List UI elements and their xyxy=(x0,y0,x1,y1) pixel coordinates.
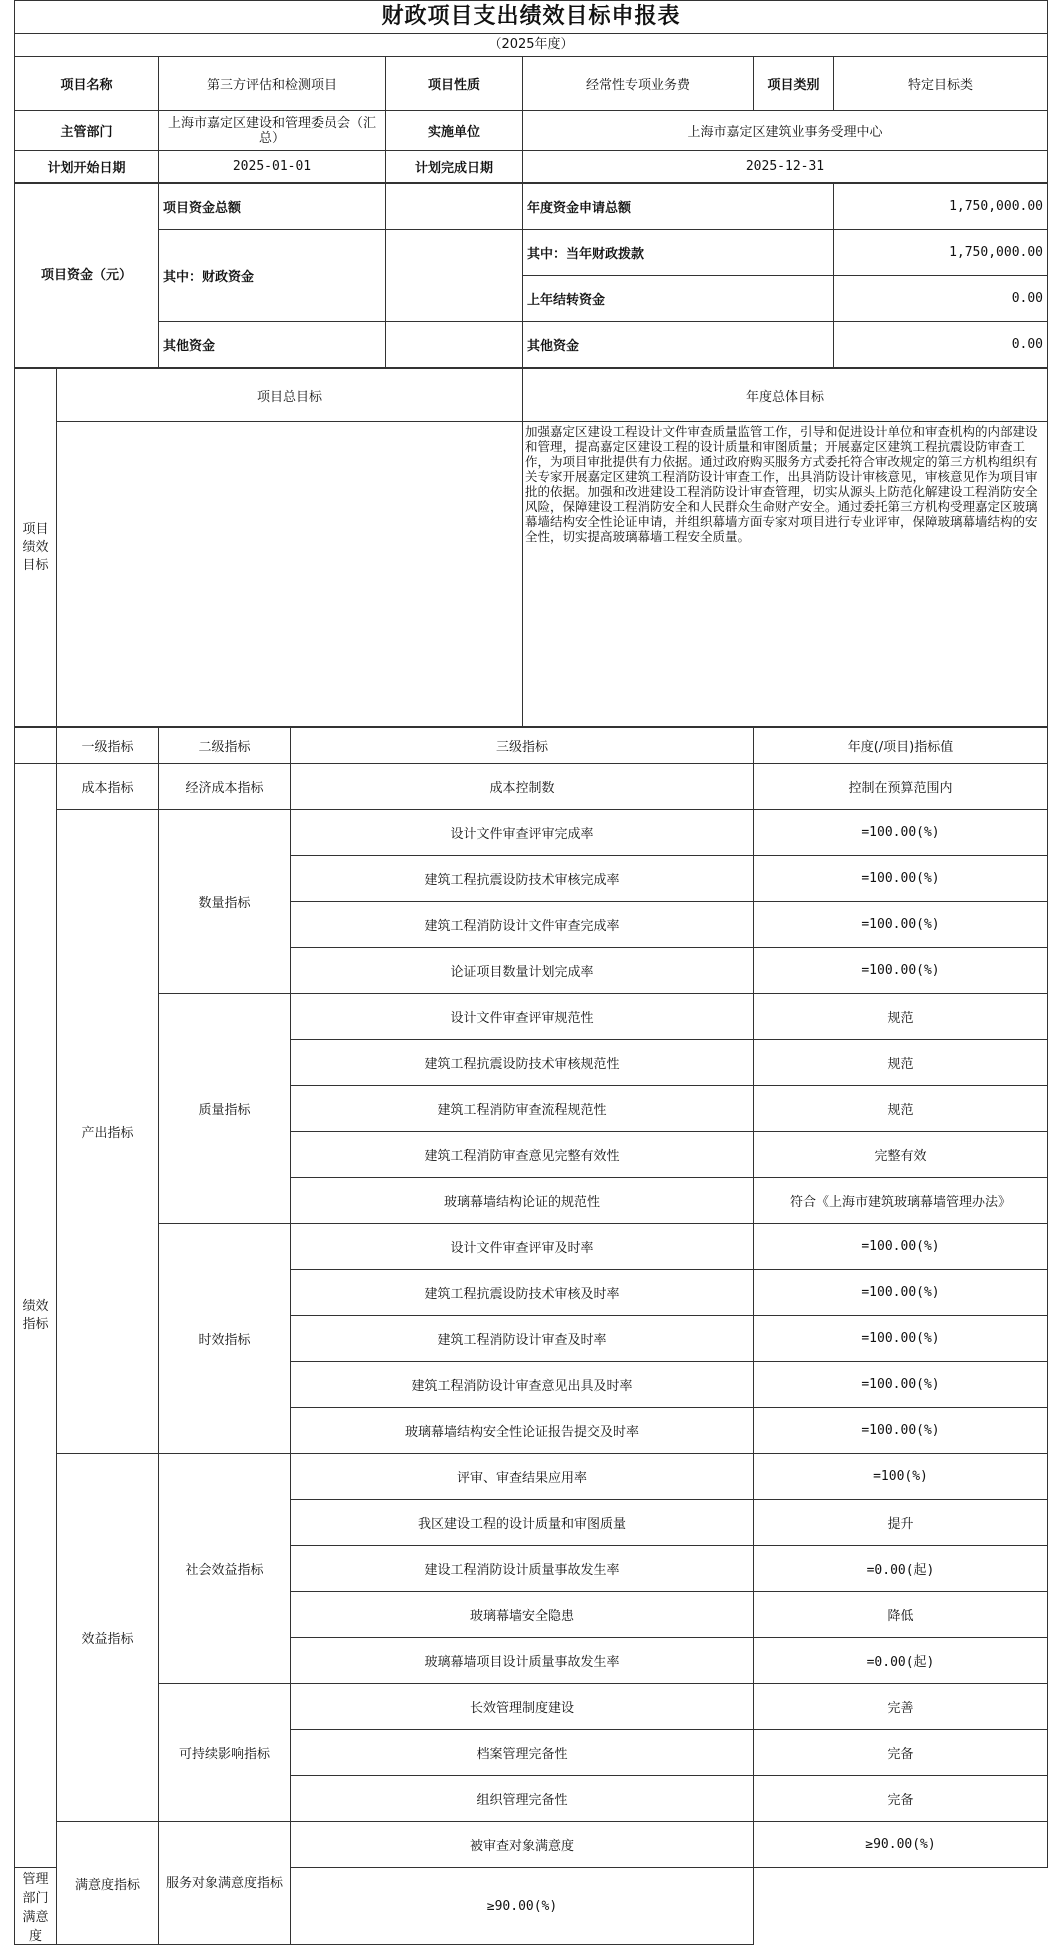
annual-funds-value: 1,750,000.00 xyxy=(834,184,1048,230)
total-funds-label: 项目资金总额 xyxy=(159,184,386,230)
indicator-value: =100.00(%) xyxy=(754,1408,1048,1454)
dept-label: 主管部门 xyxy=(15,111,159,151)
indicator-name: 管理部门满意度 xyxy=(15,1868,57,1945)
indicator-name: 建筑工程抗震设防技术审核完成率 xyxy=(291,856,754,902)
start-date-value: 2025-01-01 xyxy=(159,151,386,183)
indicators-label: 绩效指标 xyxy=(15,764,57,1868)
indicator-name: 被审查对象满意度 xyxy=(291,1822,754,1868)
other-funds-label: 其他资金 xyxy=(159,322,386,368)
indicator-value: 提升 xyxy=(754,1500,1048,1546)
indicator-name: 设计文件审查评审规范性 xyxy=(291,994,754,1040)
timeliness-l2: 时效指标 xyxy=(159,1224,291,1454)
indicator-value: =0.00(起) xyxy=(754,1546,1048,1592)
indicator-value: 规范 xyxy=(754,994,1048,1040)
indicator-value: =0.00(起) xyxy=(754,1638,1048,1684)
unit-value: 上海市嘉定区建筑业事务受理中心 xyxy=(523,111,1048,151)
indicator-value: 降低 xyxy=(754,1592,1048,1638)
indicator-value: 控制在预算范围内 xyxy=(754,764,1048,810)
indicator-value: 完整有效 xyxy=(754,1132,1048,1178)
funds-label: 项目资金（元） xyxy=(15,184,159,368)
social-l2: 社会效益指标 xyxy=(159,1454,291,1684)
indicator-value: 完备 xyxy=(754,1776,1048,1822)
project-name-label: 项目名称 xyxy=(15,57,159,111)
indicator-name: 我区建设工程的设计质量和审图质量 xyxy=(291,1500,754,1546)
indicator-value: =100.00(%) xyxy=(754,1270,1048,1316)
indicator-name: 设计文件审查评审及时率 xyxy=(291,1224,754,1270)
indicators-table xyxy=(14,727,1048,1945)
current-funds-label: 其中：当年财政拨款 xyxy=(523,230,834,276)
header-level2: 二级指标 xyxy=(159,728,291,764)
other-funds2-label: 其他资金 xyxy=(523,322,834,368)
indicator-name: 玻璃幕墙结构论证的规范性 xyxy=(291,1178,754,1224)
fiscal-funds-label: 其中：财政资金 xyxy=(159,230,386,322)
header-value: 年度(/项目)指标值 xyxy=(754,728,1048,764)
annual-goal-label: 年度总体目标 xyxy=(523,369,1048,422)
indicator-name: 论证项目数量计划完成率 xyxy=(291,948,754,994)
indicator-name: 组织管理完备性 xyxy=(291,1776,754,1822)
goals-label: 项目绩效目标 xyxy=(15,369,57,727)
report-year: （2025年度） xyxy=(14,33,1048,56)
indicator-value: ≥90.00(%) xyxy=(754,1822,1048,1868)
annual-goal-text: 加强嘉定区建设工程设计文件审查质量监管工作，引导和促进设计单位和审查机构的内部建设和管理，提高嘉定区建设工程的设计质量和审图质量；开展嘉定区建筑工程抗震设防审查工作，为项目审批提供有力依据。通过政府购买服务方式委托符合审改规定的第三方机构组织有关专家开展嘉定区建筑工程消防设计审查工作，出具消防设计审核意见，审核意见作为项目审批的依据。加强和改进建设工程消防设计审查管理，切实从源头上防范化解建设工程消防安全风险，保障建设工程消防安全和人民群众生命财产安全。通过委托第三方机构受理嘉定区玻璃幕墙结构安全性论证申请，并组织幕墙方面专家对项目进行专业评审，保障玻璃幕墙结构的安全性，切实提高玻璃幕墙工程安全质量。 xyxy=(523,422,1048,727)
indicator-value: =100.00(%) xyxy=(754,856,1048,902)
cost-l1: 成本指标 xyxy=(57,764,159,810)
indicator-name: 建筑工程消防设计文件审查完成率 xyxy=(291,902,754,948)
satisfaction-l1: 满意度指标 xyxy=(57,1822,159,1945)
overall-goal-text xyxy=(57,422,523,727)
indicator-value: =100.00(%) xyxy=(754,1316,1048,1362)
indicator-name: 建筑工程消防审查流程规范性 xyxy=(291,1086,754,1132)
indicator-value: 完备 xyxy=(754,1730,1048,1776)
indicator-name: 玻璃幕墙安全隐患 xyxy=(291,1592,754,1638)
indicator-value: =100.00(%) xyxy=(754,1362,1048,1408)
output-l1: 产出指标 xyxy=(57,810,159,1454)
indicator-name: 建筑工程消防设计审查意见出具及时率 xyxy=(291,1362,754,1408)
start-date-label: 计划开始日期 xyxy=(15,151,159,183)
unit-label: 实施单位 xyxy=(386,111,523,151)
cost-l2: 经济成本指标 xyxy=(159,764,291,810)
indicator-name: 建设工程消防设计质量事故发生率 xyxy=(291,1546,754,1592)
indicator-name: 建筑工程消防审查意见完整有效性 xyxy=(291,1132,754,1178)
overall-goal-label: 项目总目标 xyxy=(57,369,523,422)
indicator-value: =100(%) xyxy=(754,1454,1048,1500)
project-name-value: 第三方评估和检测项目 xyxy=(159,57,386,111)
project-nature-value: 经常性专项业务费 xyxy=(523,57,754,111)
indicator-name: 建筑工程消防设计审查及时率 xyxy=(291,1316,754,1362)
fiscal-funds-value xyxy=(386,230,523,322)
current-funds-value: 1,750,000.00 xyxy=(834,230,1048,276)
indicator-blank xyxy=(15,728,57,764)
end-date-value: 2025-12-31 xyxy=(523,151,1048,183)
project-type-label: 项目类别 xyxy=(754,57,834,111)
other-funds-value xyxy=(386,322,523,368)
indicator-value: 规范 xyxy=(754,1040,1048,1086)
indicator-name: 成本控制数 xyxy=(291,764,754,810)
quality-l2: 质量指标 xyxy=(159,994,291,1224)
satisfaction-l2: 服务对象满意度指标 xyxy=(159,1822,291,1945)
indicator-value: 完善 xyxy=(754,1684,1048,1730)
end-date-label: 计划完成日期 xyxy=(386,151,523,183)
header-level3: 三级指标 xyxy=(291,728,754,764)
report-title: 财政项目支出绩效目标申报表 xyxy=(14,0,1048,33)
carry-funds-label: 上年结转资金 xyxy=(523,276,834,322)
indicator-name: 评审、审查结果应用率 xyxy=(291,1454,754,1500)
total-funds-value xyxy=(386,184,523,230)
funds-table xyxy=(14,183,1048,368)
indicator-name: 设计文件审查评审完成率 xyxy=(291,810,754,856)
indicator-value: =100.00(%) xyxy=(754,1224,1048,1270)
indicator-value: ≥90.00(%) xyxy=(291,1868,754,1945)
goals-table xyxy=(14,368,1048,727)
project-nature-label: 项目性质 xyxy=(386,57,523,111)
project-type-value: 特定目标类 xyxy=(834,57,1048,111)
annual-funds-label: 年度资金申请总额 xyxy=(523,184,834,230)
indicator-value: =100.00(%) xyxy=(754,810,1048,856)
benefit-l1: 效益指标 xyxy=(57,1454,159,1822)
indicator-name: 建筑工程抗震设防技术审核及时率 xyxy=(291,1270,754,1316)
project-info-table xyxy=(14,56,1048,183)
indicator-value: =100.00(%) xyxy=(754,902,1048,948)
indicator-name: 玻璃幕墙项目设计质量事故发生率 xyxy=(291,1638,754,1684)
indicator-value: 规范 xyxy=(754,1086,1048,1132)
indicator-name: 建筑工程抗震设防技术审核规范性 xyxy=(291,1040,754,1086)
indicator-name: 长效管理制度建设 xyxy=(291,1684,754,1730)
indicator-name: 玻璃幕墙结构安全性论证报告提交及时率 xyxy=(291,1408,754,1454)
indicator-name: 档案管理完备性 xyxy=(291,1730,754,1776)
header-level1: 一级指标 xyxy=(57,728,159,764)
indicator-value: =100.00(%) xyxy=(754,948,1048,994)
sustain-l2: 可持续影响指标 xyxy=(159,1684,291,1822)
other-funds2-value: 0.00 xyxy=(834,322,1048,368)
indicator-value: 符合《上海市建筑玻璃幕墙管理办法》 xyxy=(754,1178,1048,1224)
quantity-l2: 数量指标 xyxy=(159,810,291,994)
carry-funds-value: 0.00 xyxy=(834,276,1048,322)
dept-value: 上海市嘉定区建设和管理委员会（汇总） xyxy=(159,111,386,151)
